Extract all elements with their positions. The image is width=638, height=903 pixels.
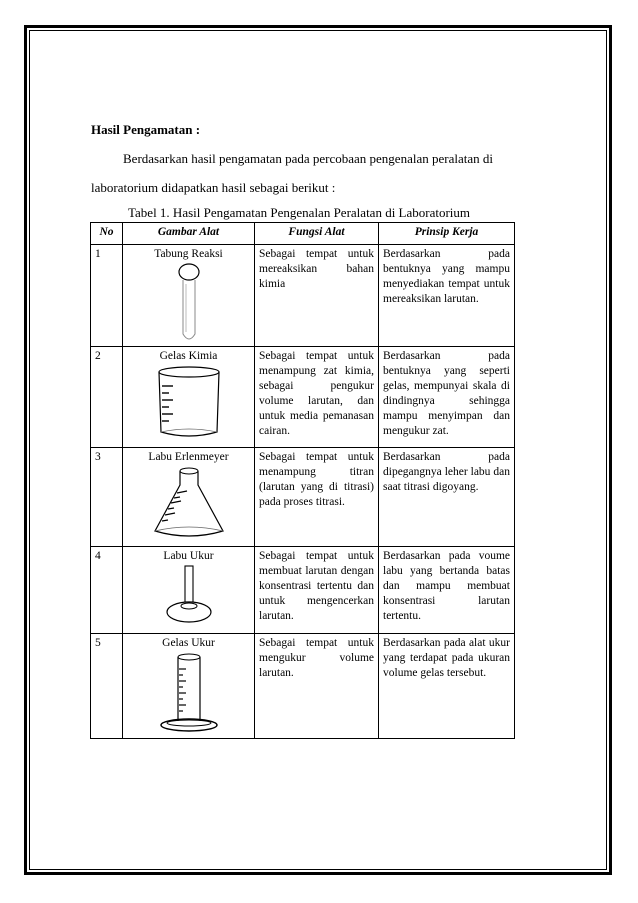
row-number: 5	[91, 634, 123, 739]
erlenmeyer-flask-icon	[149, 465, 229, 541]
table-caption: Tabel 1. Hasil Pengamatan Pengenalan Peralatan di Laboratorium	[128, 205, 471, 220]
prinsip-cell: Berdasarkan pada dipegangnya leher labu dan saat titrasi digoyang.	[379, 448, 515, 547]
tool-name: Gelas Kimia	[159, 350, 218, 362]
fungsi-cell: Sebagai tempat untuk mengukur volume larutan.	[255, 634, 379, 739]
tool-name: Labu Erlenmeyer	[148, 451, 229, 463]
beaker-icon	[149, 364, 229, 442]
table-header-row	[91, 223, 515, 245]
row-number: 2	[91, 347, 123, 448]
tool-name: Tabung Reaksi	[154, 248, 223, 260]
header-gambar-alat: Gambar Alat	[123, 223, 255, 245]
row-number: 3	[91, 448, 123, 547]
table-row	[91, 245, 515, 347]
prinsip-cell: Berdasarkan pada bentuknya yang seperti gelas, mempunyai skala di dindingnya sehingga mampu menyimpan dan mengukur zat.	[379, 347, 515, 448]
header-fungsi-alat: Fungsi Alat	[255, 223, 379, 245]
prinsip-cell: Berdasarkan pada bentuknya yang mampu menyediakan tempat untuk mereaksikan larutan.	[379, 245, 515, 347]
table-row	[91, 448, 515, 547]
tool-cell	[123, 634, 255, 739]
tool-name: Gelas Ukur	[162, 637, 215, 649]
intro-line-1: Berdasarkan hasil pengamatan pada percobaan pengenalan peralatan di	[123, 151, 493, 166]
fungsi-cell: Sebagai tempat untuk menampung titran (larutan yang di titrasi) pada proses titrasi.	[255, 448, 379, 547]
test-tube-icon	[169, 262, 209, 344]
tool-cell	[123, 448, 255, 547]
volumetric-flask-icon	[154, 564, 224, 628]
fungsi-cell: Sebagai tempat untuk menampung zat kimia, sebagai pengukur volume larutan, dan untuk media pemanasan cairan.	[255, 347, 379, 448]
table-row	[91, 634, 515, 739]
row-number: 1	[91, 245, 123, 347]
tool-cell	[123, 347, 255, 448]
header-prinsip-kerja: Prinsip Kerja	[379, 223, 515, 245]
tool-cell	[123, 245, 255, 347]
header-no: No	[91, 223, 123, 245]
table-row	[91, 547, 515, 634]
table-row	[91, 347, 515, 448]
intro-line-2: laboratorium didapatkan hasil sebagai berikut :	[91, 180, 336, 195]
tool-cell	[123, 547, 255, 634]
prinsip-cell: Berdasarkan pada alat ukur yang terdapat pada ukuran volume gelas tersebut.	[379, 634, 515, 739]
prinsip-cell: Berdasarkan pada voume labu yang bertanda batas dan mampu membuat konsentrasi larutan tertentu.	[379, 547, 515, 634]
tool-name: Labu Ukur	[163, 550, 214, 562]
observation-table	[90, 222, 515, 739]
section-heading: Hasil Pengamatan :	[91, 122, 201, 137]
row-number: 4	[91, 547, 123, 634]
fungsi-cell: Sebagai tempat untuk mereaksikan bahan kimia	[255, 245, 379, 347]
graduated-cylinder-icon	[154, 651, 224, 735]
fungsi-cell: Sebagai tempat untuk membuat larutan dengan konsentrasi tertentu dan untuk mengencerkan larutan.	[255, 547, 379, 634]
